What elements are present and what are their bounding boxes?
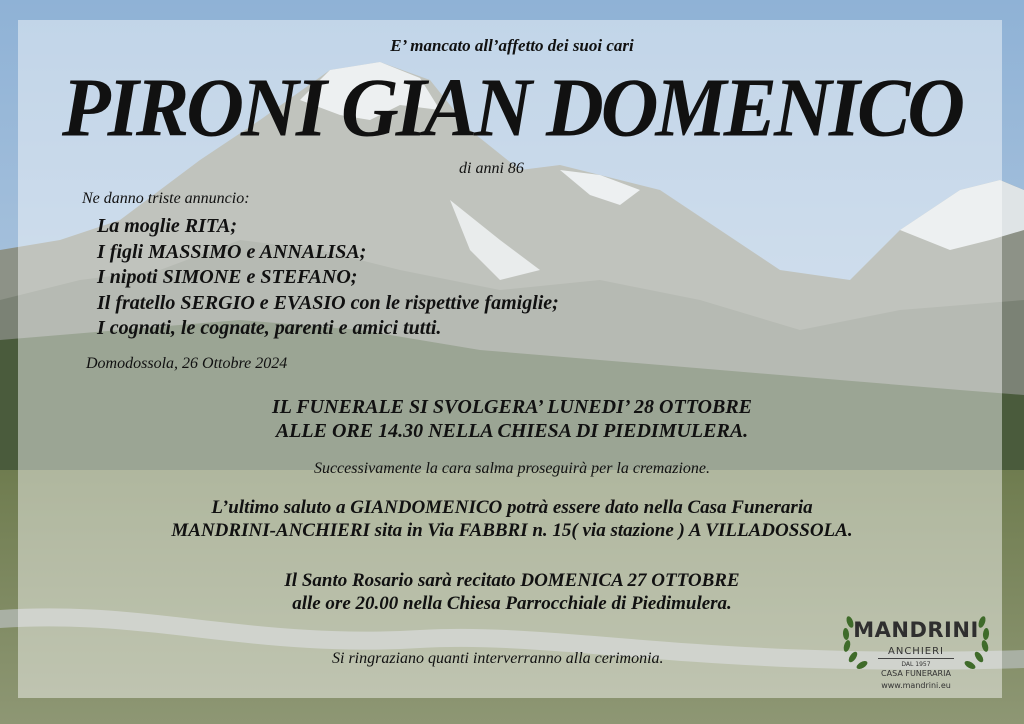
funeral-line: ALLE ORE 14.30 NELLA CHIESA DI PIEDIMULERA. <box>275 420 749 442</box>
last-salute-line: L’ultimo saluto a GIANDOMENICO potrà essere dato nella Casa Funeraria <box>211 497 813 518</box>
deceased-name: PIRONI GIAN DOMENICO <box>61 61 963 155</box>
family-list <box>97 214 559 342</box>
funeral-line: IL FUNERALE SI SVOLGERA’ LUNEDI’ 28 OTTOBRE <box>271 396 753 418</box>
family-item: I figli MASSIMO e ANNALISA; <box>97 240 367 263</box>
family-item: Il fratello SERGIO e EVASIO con le rispettive famiglie; <box>97 291 559 314</box>
announcement-text: Ne danno triste annuncio: <box>82 190 250 207</box>
family-item: I cognati, le cognate, parenti e amici tutti. <box>97 317 442 339</box>
last-salute-line: MANDRINI-ANCHIERI sita in Via FABBRI n. 15( via stazione ) A VILLADOSSOLA. <box>171 520 853 541</box>
place-date: Domodossola, 26 Ottobre 2024 <box>86 355 288 372</box>
intro-text: E’ mancato all’affetto dei suoi cari <box>390 36 634 55</box>
family-item: I nipoti SIMONE e STEFANO; <box>97 266 358 288</box>
logo-type: CASA FUNERARIA <box>881 669 951 678</box>
thanks-text: Si ringraziano quanti interverranno alla cerimonia. <box>332 650 664 667</box>
mandrini-logo <box>838 604 994 696</box>
logo-divider <box>878 658 954 659</box>
logo-sub: ANCHIERI <box>888 646 944 657</box>
logo-website: www.mandrini.eu <box>881 681 951 690</box>
logo-name: MANDRINI <box>853 618 979 642</box>
age-text: di anni 86 <box>459 160 524 177</box>
rosary-line: alle ore 20.00 nella Chiesa Parrocchiale di Piedimulera. <box>292 593 732 614</box>
logo-year: DAL 1957 <box>901 661 931 668</box>
cremation-text: Successivamente la cara salma proseguirà per la cremazione. <box>313 460 711 477</box>
family-item: La moglie RITA; <box>97 215 237 237</box>
rosary-line: Il Santo Rosario sarà recitato DOMENICA 27 OTTOBRE <box>284 570 740 591</box>
